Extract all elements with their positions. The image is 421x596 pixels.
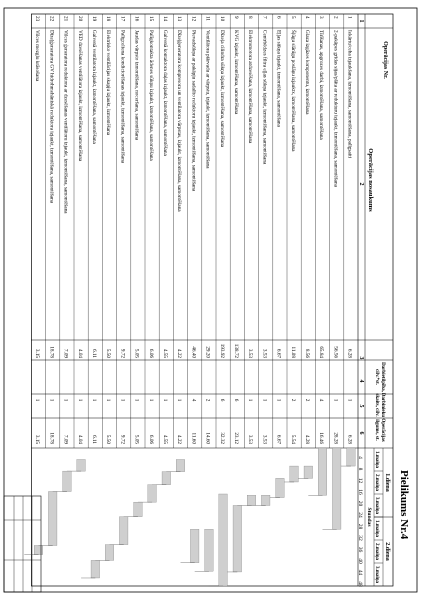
op-name: Palīgceliena kondiciorēšanas izjaukt, izmontēšana, samontēšana xyxy=(119,30,126,164)
shift-label: 1.maiņa xyxy=(374,519,379,538)
op-number: 22 xyxy=(48,16,55,22)
op-number: 19 xyxy=(91,16,98,22)
gantt-bar xyxy=(105,545,114,561)
op-labor: 56.56 xyxy=(332,346,339,358)
op-duration: 4.04 xyxy=(76,434,83,444)
op-number: 16 xyxy=(133,16,140,22)
op-workers: 1 xyxy=(76,398,83,402)
op-number: 21 xyxy=(62,16,69,22)
op-duration: 23.12 xyxy=(233,432,240,444)
gantt-bar xyxy=(63,471,72,491)
op-name: Šļūgu slānīgu poslāņu izjauktx, izmontēšana, samontēšana xyxy=(289,30,296,152)
gantt-bar xyxy=(205,529,214,571)
header-duration-2: ilgums, st. xyxy=(374,419,379,441)
op-duration: 4.55 xyxy=(162,434,169,444)
op-name: Dīzeļģeneratora GV hidrohmehāniskā reduktora izjaukt, izmontēšana, samontēšana xyxy=(48,30,55,204)
gantt-bar xyxy=(290,466,299,482)
op-workers: 1 xyxy=(332,398,339,402)
op-workers: 2 xyxy=(289,398,296,402)
header-duration-1: Operācijas xyxy=(380,418,385,442)
column-number: 2 xyxy=(358,182,364,186)
op-name: Pievadsūkņa ar pakāpju sadalīto reduktoru izjaukt, izmontēšana, samontēšana xyxy=(190,30,197,192)
hour-tick-label: 36 xyxy=(357,546,363,553)
gantt-bar xyxy=(134,502,143,517)
op-labor: 6.06 xyxy=(147,348,154,358)
op-labor: 6.28 xyxy=(346,348,353,358)
op-name: Dīzeļa cilindra sūkņa izjaukt, izmontēšana, samontēšana xyxy=(218,30,225,148)
op-workers: 1 xyxy=(119,398,126,402)
hour-tick-label: 48 xyxy=(357,581,363,587)
op-name: Elektrisko ventilācijas skapju izjaukt, izmontēšana xyxy=(105,30,112,136)
op-duration: 5.54 xyxy=(289,434,296,444)
op-number: 14 xyxy=(162,16,169,22)
op-duration: 3.53 xyxy=(261,434,268,444)
op-duration: 18.78 xyxy=(48,432,55,444)
op-labor: 9.72 xyxy=(119,348,126,358)
op-name: Jaudas vārpsto izmontēšana, noceršana, samontēšana xyxy=(133,30,140,141)
op-workers: 1 xyxy=(346,398,353,402)
op-name: Centrbēdzes filtra eļļas sūkņa izjaukt, izmontēšana, samontēšana xyxy=(261,30,268,165)
op-duration: 14.60 xyxy=(204,432,211,444)
op-labor: 6.11 xyxy=(91,349,98,358)
op-workers: 2 xyxy=(304,398,311,402)
hour-tick-label: 28 xyxy=(357,523,363,530)
header-op-name: Operācijas nosaukums xyxy=(367,148,374,212)
op-name: Eļļas sūkņa izjaukt, izmontēšana, samontēšana xyxy=(275,30,282,127)
op-labor: 4.04 xyxy=(76,348,83,358)
hour-tick-label: 4 xyxy=(357,456,363,459)
op-number: 6 xyxy=(275,16,282,19)
gantt-bar xyxy=(34,545,43,554)
op-duration: 5.50 xyxy=(105,434,112,444)
op-name: KVG izjaukt, izmontēšana, samontēšana xyxy=(233,30,240,115)
op-duration: 28.28 xyxy=(332,432,339,444)
op-labor: 5.50 xyxy=(105,348,112,358)
op-number: 15 xyxy=(147,16,154,22)
header-labor-2: cilv.*st. xyxy=(374,369,379,385)
op-duration: 6.06 xyxy=(147,434,154,444)
op-name: Tīrīšanas, apgrozes darbi, izmontēšana, samontēšana xyxy=(318,30,325,140)
gantt-bar xyxy=(347,448,356,466)
op-duration: 9.72 xyxy=(119,434,126,444)
op-name: Vilces mezglu krāsošana xyxy=(34,30,41,82)
op-number: 3 xyxy=(318,16,325,19)
day-2-label: 2.diena xyxy=(384,542,390,561)
op-labor: 11.08 xyxy=(289,346,296,358)
gantt-bar xyxy=(304,466,313,478)
op-workers: 1 xyxy=(48,398,55,402)
op-workers: 1 xyxy=(91,398,98,402)
op-number: 18 xyxy=(105,16,112,22)
op-duration: 6.28 xyxy=(346,434,353,444)
op-name: VED dzesēšanas ventilātora izjaukt, izmontēšana, samontēšana xyxy=(76,30,83,162)
hour-tick-label: 40 xyxy=(357,558,363,564)
hour-tick-label: 8 xyxy=(357,467,363,471)
op-workers: 4 xyxy=(190,398,197,402)
op-labor: 4.22 xyxy=(176,348,183,358)
op-labor: 18.78 xyxy=(48,346,55,358)
hour-tick-label: 16 xyxy=(357,489,363,495)
column-number: 3 xyxy=(358,356,364,360)
header-workers-1: Darbinieku xyxy=(380,392,385,418)
gantt-bar xyxy=(148,485,157,502)
op-name: Dīzeļģeneratora kompresora un ventilatora vārpstas, izjaukt, izmontēšana, samontēšana xyxy=(176,30,183,212)
op-workers: 1 xyxy=(133,398,140,402)
op-duration: 6.11 xyxy=(91,435,98,444)
op-duration: 6.67 xyxy=(275,434,282,444)
appendix-title: Pielikums Nr.4 xyxy=(398,470,410,540)
shift-label: 1.maiņa xyxy=(374,450,379,469)
op-number: 20 xyxy=(76,16,83,22)
column-number: 1 xyxy=(358,19,364,23)
op-number: 23 xyxy=(34,16,41,22)
title-block xyxy=(4,496,41,592)
gantt-bar xyxy=(247,495,256,505)
op-labor: 138.72 xyxy=(233,343,240,358)
op-number: 12 xyxy=(190,16,197,22)
op-number: 13 xyxy=(176,16,183,22)
op-workers: 6 xyxy=(233,398,240,402)
gantt-bar xyxy=(162,472,171,485)
op-duration: 3.53 xyxy=(247,434,254,444)
op-duration: 32.32 xyxy=(218,432,225,444)
op-name: 2-pakāpes grīdas sijas/plāta ar redukturu izjaukt, izmontēšana, samontēšana xyxy=(332,30,339,187)
op-labor: 3.53 xyxy=(261,348,268,358)
op-workers: 1 xyxy=(261,398,268,402)
op-name: Iekārtu/ceha izjaukšana, izmontēšana, samontēšana, palīgsaiti xyxy=(346,30,353,159)
op-workers: 6 xyxy=(218,398,225,402)
gantt-bar xyxy=(176,460,185,472)
op-labor: 3.15 xyxy=(34,348,41,358)
gantt-bar xyxy=(48,491,57,545)
op-workers: 1 xyxy=(247,398,254,402)
op-duration: 7.09 xyxy=(62,434,69,444)
op-workers: 1 xyxy=(34,398,41,402)
gantt-bars xyxy=(24,448,355,586)
op-workers: 1 xyxy=(147,398,154,402)
gantt-bar xyxy=(190,529,199,562)
op-number: 11 xyxy=(204,16,211,21)
op-number: 17 xyxy=(119,16,126,22)
gantt-bar xyxy=(261,495,270,505)
op-workers: 1 xyxy=(275,398,282,402)
op-workers: 2 xyxy=(204,398,211,402)
op-number: 2 xyxy=(332,16,339,19)
op-workers: 1 xyxy=(176,398,183,402)
header-labor-1: Darbietilpība, xyxy=(380,362,385,392)
gantt-bar xyxy=(219,494,228,586)
op-name: Elektromotora atdzesēšana, izmontēšana, samontēšana xyxy=(247,30,254,144)
header-workers-2: skaits, cilv. xyxy=(374,393,379,417)
op-number: 5 xyxy=(289,16,296,19)
op-number: 4 xyxy=(304,16,311,19)
table-cells xyxy=(34,16,364,444)
gantt-bar xyxy=(77,460,86,472)
op-name: Glaza izgāzes komponentu, izmontēšana xyxy=(304,30,311,115)
op-labor: 7.09 xyxy=(62,348,69,358)
op-labor: 29.20 xyxy=(204,346,211,358)
gantt-bar xyxy=(233,505,242,571)
op-duration: 5.05 xyxy=(133,434,140,444)
op-labor: 6.67 xyxy=(275,348,282,358)
op-workers: 1 xyxy=(162,398,169,402)
op-workers: 4 xyxy=(318,398,325,402)
op-duration: 4.22 xyxy=(176,434,183,444)
op-labor: 193.92 xyxy=(218,343,225,358)
gantt-bar xyxy=(276,478,285,497)
op-number: 9 xyxy=(233,16,240,19)
op-workers: 1 xyxy=(62,398,69,402)
op-workers: 1 xyxy=(105,398,112,402)
shift-label: 3.maiņa xyxy=(374,565,379,584)
op-name: Ventilātora piārvadu ar vārpstu, izjaukt, izmontēšana, samontēšana xyxy=(204,30,211,169)
gantt-header xyxy=(357,448,393,587)
column-number: 6 xyxy=(358,431,364,435)
op-duration: 11.60 xyxy=(190,432,197,444)
op-name: Vilces ģeneratora reduktora ar dzesēšanas ventilātoru izjaukt, izmontēšana, samontēšana xyxy=(62,30,69,214)
hour-tick-label: 24 xyxy=(357,512,363,518)
column-number: 5 xyxy=(358,404,364,408)
op-labor: 3.53 xyxy=(247,348,254,358)
hour-tick-label: 20 xyxy=(357,500,363,507)
hour-tick-label: 32 xyxy=(357,535,363,541)
op-labor: 4.55 xyxy=(162,348,169,358)
op-name: Galvenā kontaktora daļas izjaukt, izmontēšana, samontēšana xyxy=(162,30,169,156)
shift-label: 2.maiņa xyxy=(374,542,379,561)
op-name: Galvenā ventilatora izjaukt, izmontēšana, samontēšana xyxy=(91,30,98,144)
op-duration: 4.28 xyxy=(304,434,311,444)
op-labor: 5.05 xyxy=(133,348,140,358)
shift-label: 2.maiņa xyxy=(374,473,379,492)
gantt-bar xyxy=(91,560,100,578)
shift-label: 3.maiņa xyxy=(374,496,379,515)
op-duration: 16.46 xyxy=(318,432,325,444)
hour-tick-label: 44 xyxy=(357,569,363,576)
column-number: 4 xyxy=(358,379,364,383)
op-labor: 65.84 xyxy=(318,346,325,358)
gantt-bar xyxy=(332,448,341,529)
header-op-no: Operācijas Nr. xyxy=(382,41,388,79)
op-number: 7 xyxy=(261,16,268,19)
day-1-label: 1.diena xyxy=(384,473,390,492)
gantt-bar xyxy=(119,517,128,545)
op-number: 1 xyxy=(346,16,353,19)
hour-tick-label: 12 xyxy=(357,477,363,484)
gantt-bar xyxy=(318,448,327,495)
op-labor: 46.40 xyxy=(190,346,197,358)
op-name: Palīgkontakta ādenes sūkņu izjaukt, izmontēšana, samontēšana xyxy=(147,30,154,161)
op-labor: 8.56 xyxy=(304,348,311,358)
op-number: 10 xyxy=(218,16,225,22)
op-duration: 3.15 xyxy=(34,434,41,444)
op-number: 8 xyxy=(247,16,254,19)
hours-label: Stundas xyxy=(366,507,372,527)
